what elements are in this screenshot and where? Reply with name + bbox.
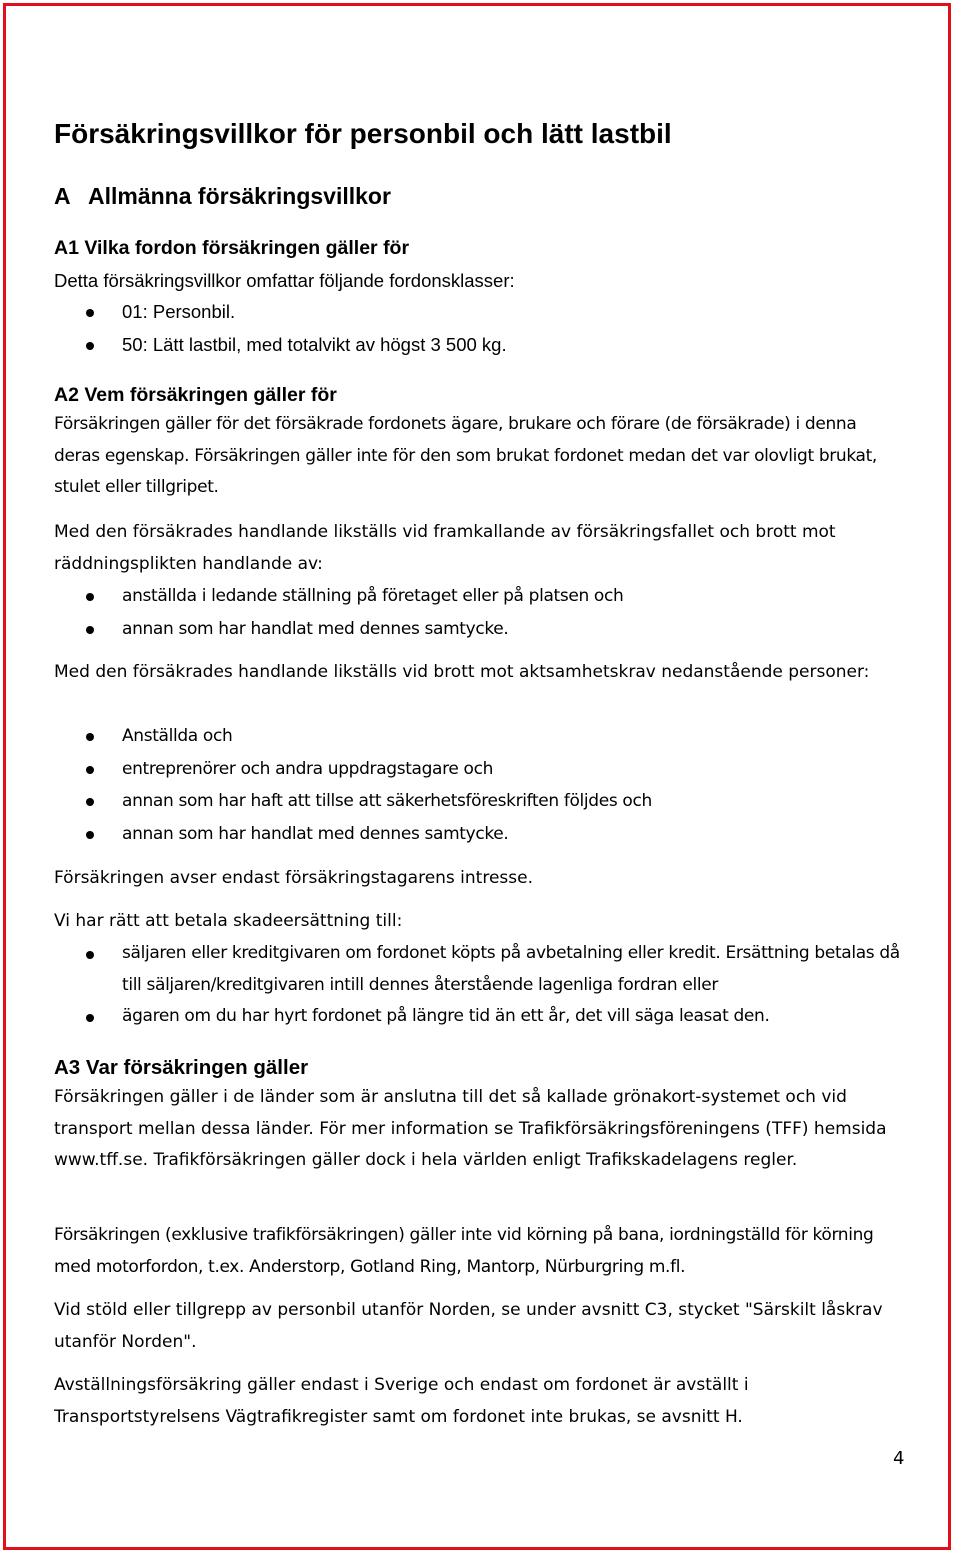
list-item: 01: Personbil. xyxy=(54,296,904,329)
list-item: säljaren eller kreditgivaren om fordonet köpts på avbetalning eller kredit. Ersättning betalas då till säljaren/kreditgivaren intill dennes återstående lagenliga fordran eller xyxy=(54,938,904,1001)
a2-paragraph-2: Med den försäkrades handlande likställs vid framkallande av försäkringsfallet och brott mot räddningsplikten handlande av: xyxy=(54,522,836,574)
a1-vehicle-list xyxy=(54,296,904,361)
a3-paragraph-4: Avställningsförsäkring gäller endast i Sverige och endast om fordonet är avställt i Transportstyrelsens Vägtrafikregister samt om fordonet inte brukas, se avsnitt H. xyxy=(54,1375,749,1427)
a2-paragraph-4: Försäkringen avser endast försäkringstagarens intresse. xyxy=(54,868,533,888)
list-item: entreprenörer och andra uppdragstagare och xyxy=(54,753,904,786)
document-title: Försäkringsvillkor för personbil och lätt lastbil xyxy=(54,118,672,149)
a2-paragraph-5: Vi har rätt att betala skadeersättning till: xyxy=(54,911,403,931)
a2-paragraph-1: Försäkringen gäller för det försäkrade fordonets ägare, brukare och förare (de försäkrade) i denna deras egenskap. Försäkringen gäller inte för den som brukat fordonet medan det var olovligt brukat, stulet eller tillgripet. xyxy=(54,414,877,497)
a1-intro: Detta försäkringsvillkor omfattar följande fordonsklasser: xyxy=(54,270,515,291)
list-item: anställda i ledande ställning på företaget eller på platsen och xyxy=(54,580,904,613)
a2-list-2 xyxy=(54,720,904,850)
section-a-heading xyxy=(54,183,391,210)
list-item: Anställda och xyxy=(54,720,904,753)
list-item: 50: Lätt lastbil, med totalvikt av högst 3 500 kg. xyxy=(54,329,904,362)
section-a-number: A xyxy=(54,183,71,209)
list-item: ägaren om du har hyrt fordonet på längre tid än ett år, det vill säga leasat den. xyxy=(54,1001,904,1033)
a2-list-3 xyxy=(54,938,904,1033)
list-item: annan som har haft att tillse att säkerhetsföreskriften följdes och xyxy=(54,785,904,818)
a3-paragraph-1: Försäkringen gäller i de länder som är anslutna till det så kallade grönakort-systemet och vid transport mellan dessa länder. För mer information se Trafikförsäkringsföreningens (TFF) hemsida www.tff.se. Trafikförsäkringen gäller dock i hela världen enligt Trafikskadelagens regler. xyxy=(54,1087,887,1170)
list-item: annan som har handlat med dennes samtycke. xyxy=(54,818,904,851)
a3-heading: A3 Var försäkringen gäller xyxy=(54,1056,309,1079)
page-number: 4 xyxy=(893,1448,905,1469)
a2-heading: A2 Vem försäkringen gäller för xyxy=(54,384,337,406)
list-item: annan som har handlat med dennes samtycke. xyxy=(54,613,904,646)
a2-list-1 xyxy=(54,580,904,645)
section-a-title: Allmänna försäkringsvillkor xyxy=(88,183,391,209)
a1-heading: A1 Vilka fordon försäkringen gäller för xyxy=(54,237,410,259)
a3-paragraph-2: Försäkringen (exklusive trafikförsäkringen) gäller inte vid körning på bana, iordningställd för körning med motorfordon, t.ex. Anderstorp, Gotland Ring, Mantorp, Nürburgring m.fl. xyxy=(54,1225,874,1277)
a3-paragraph-3: Vid stöld eller tillgrepp av personbil utanför Norden, se under avsnitt C3, stycket "Särskilt låskrav utanför Norden". xyxy=(54,1300,883,1352)
a2-paragraph-3: Med den försäkrades handlande likställs vid brott mot aktsamhetskrav nedanstående personer: xyxy=(54,662,870,682)
